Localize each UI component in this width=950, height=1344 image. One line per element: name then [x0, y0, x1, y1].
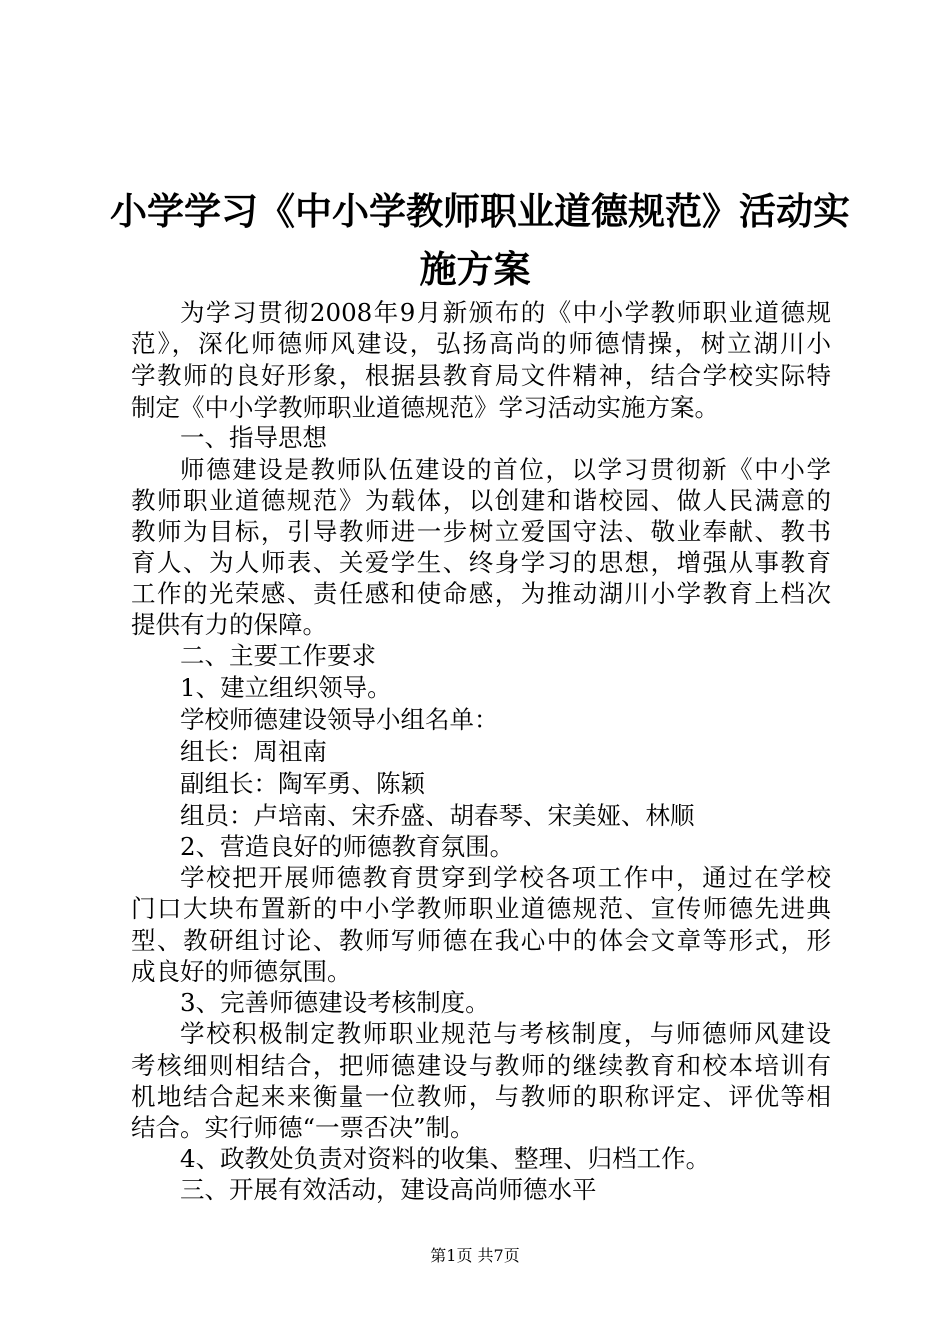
page-number: 第1页 共7页 [430, 1246, 520, 1265]
paragraph-line: 为学习贯彻2008年9月新颁布的《中小学教师职业道德规 [180, 298, 831, 327]
paragraph-line: 师德建设是教师队伍建设的首位，以学习贯彻新《中小学 [180, 455, 831, 484]
paragraph-line: 提供有力的保障。 [131, 610, 327, 639]
paragraph-line: 学校师德建设领导小组名单： [180, 705, 499, 734]
paragraph-line: 副组长：陶军勇、陈颖 [180, 769, 425, 798]
paragraph-line: 型、教研组讨论、教师写师德在我心中的体会文章等形式，形 [131, 926, 831, 955]
subsection-heading: 3、完善师德建设考核制度。 [180, 988, 490, 1017]
paragraph-line: 育人、为人师表、关爱学生、终身学习的思想，增强从事教育 [131, 548, 831, 577]
section-heading: 一、指导思想 [180, 423, 327, 452]
paragraph-line: 教师职业道德规范》为载体，以创建和谐校园、做人民满意的 [131, 486, 831, 515]
paragraph-line: 教师为目标，引导教师进一步树立爱国守法、敬业奉献、教书 [131, 517, 831, 546]
document-title-line-1: 小学学习《中小学教师职业道德规范》活动实 [110, 190, 850, 233]
paragraph-line: 门口大块布置新的中小学教师职业道德规范、宣传师德先进典 [131, 894, 831, 923]
subsection-heading: 2、营造良好的师德教育氛围。 [180, 832, 515, 861]
paragraph-line: 机地结合起来来衡量一位教师，与教师的职称评定、评优等相 [131, 1082, 831, 1111]
section-heading: 二、主要工作要求 [180, 641, 376, 670]
paragraph-line: 范》，深化师德师风建设，弘扬高尚的师德情操，树立湖川小 [131, 329, 831, 358]
paragraph-line: 组员：卢培南、宋乔盛、胡春琴、宋美娅、林顺 [180, 801, 695, 830]
paragraph-line: 学校积极制定教师职业规范与考核制度，与师德师风建设 [180, 1019, 831, 1048]
subsection-heading: 1、建立组织领导。 [180, 673, 392, 702]
paragraph-line: 组长：周祖南 [180, 737, 327, 766]
section-heading: 三、开展有效活动，建设高尚师德水平 [180, 1175, 597, 1204]
paragraph-line: 学教师的良好形象，根据县教育局文件精神，结合学校实际特 [131, 361, 831, 390]
paragraph-line: 成良好的师德氛围。 [131, 957, 352, 986]
paragraph-line: 考核细则相结合，把师德建设与教师的继续教育和校本培训有 [131, 1051, 831, 1080]
paragraph-line: 结合。实行师德“一票否决”制。 [131, 1113, 475, 1142]
paragraph-line: 制定《中小学教师职业道德规范》学习活动实施方案。 [131, 393, 719, 422]
paragraph-line: 学校把开展师德教育贯穿到学校各项工作中，通过在学校 [180, 863, 831, 892]
document-title-line-2: 施方案 [419, 248, 531, 291]
subsection-heading: 4、政教处负责对资料的收集、整理、归档工作。 [180, 1144, 711, 1173]
paragraph-line: 工作的光荣感、责任感和使命感，为推动湖川小学教育上档次 [131, 579, 831, 608]
